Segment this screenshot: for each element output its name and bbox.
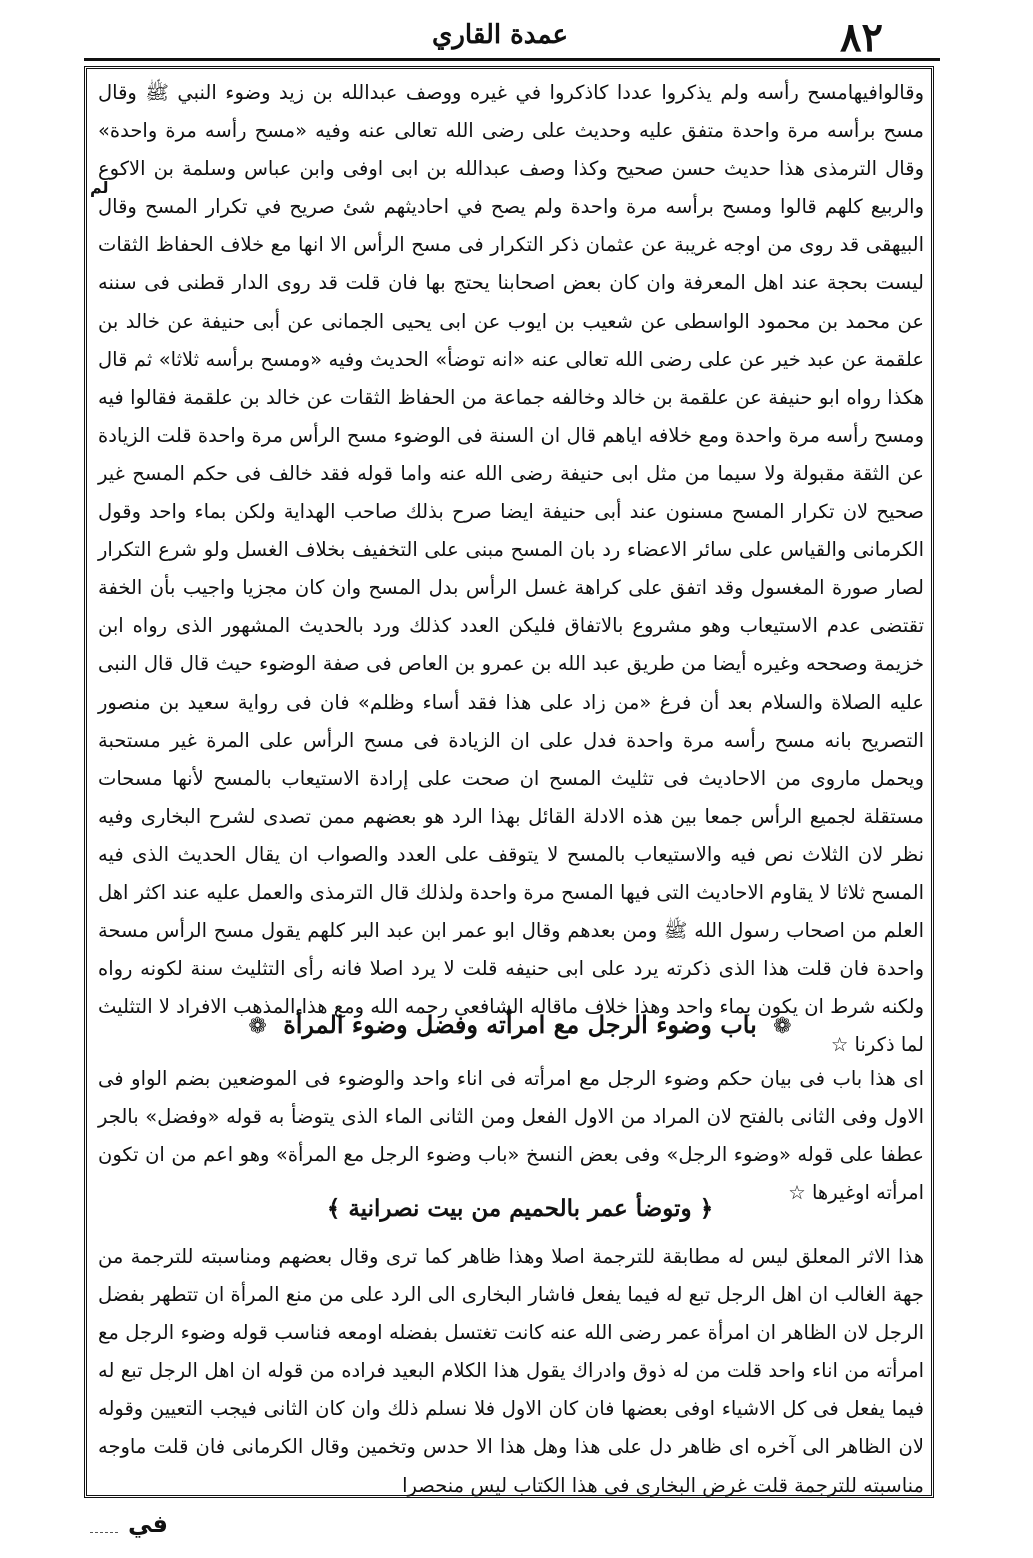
- catchword-dash: [90, 1532, 118, 1533]
- bracket-right-icon: ﴿: [699, 1195, 714, 1222]
- bracket-left-icon: ﴾: [326, 1195, 341, 1222]
- ornament-right-icon: ❁: [773, 1014, 792, 1039]
- header-rule: [84, 58, 940, 61]
- paragraph-chapter: اى هذا باب فى بيان حكم وضوء الرجل مع امرأته فى اناء واحد والوضوء فى الموضعين بضم الواو فى الاول وفى الثانى بالفتح لان المراد من الاول الفعل ومن الثانى الماء الذى يتوضأ به قوله «وفضل» بالجر عطفا على قوله «وضوء الرجل» وفى بعض النسخ «باب وضوء الرجل مع المرأة» وهو اعم من ان تكون امرأته اوغيرها ☆: [98, 1067, 924, 1205]
- paragraph-main: وقالوافيهامسح رأسه ولم يذكروا عددا كاذكروا في غيره ووصف عبدالله بن زيد وضوء النبي ﷺ وقال مسح برأسه مرة واحدة متفق عليه وحديث على رضى الله تعالى عنه وفيه «مسح رأسه مرة واحدة» وقال الترمذى هذا حديث حسن صحيح وكذا وصف عبدالله بن ابى اوفى وابن عباس وسلمة بن الاكوع والربيع كلهم قالوا ومسح برأسه مرة واحدة ولم يصح في احاديثهم شئ صريح في تكرار المسح وقال البيهقى قد روى من اوجه غريبة عن عثمان ذكر التكرار فى مسح الرأس الا انها مع خلاف الحفاظ الثقات ليست بحجة عند اهل المعرفة وان كان بعض اصحابنا يحتج بها فان قلت قد روى الدار قطنى فى سننه عن محمد بن محمود الواسطى عن شعيب بن ايوب عن ابى يحيى الجمانى عن أبى حنيفة عن خالد بن علقمة عن عبد خير عن على رضى الله تعالى عنه «انه توضأ» الحديث وفيه «ومسح برأسه ثلاثا» ثم قال هكذا رواه ابو حنيفة عن علقمة بن خالد وخالفه جماعة من الحفاظ الثقات عن خالد بن علقمة فقالوا فيه ومسح رأسه مرة واحدة ومع خلافه اياهم قال ان السنة فى الوضوء مسح الرأس مرة واحدة قلت الزيادة عن الثقة مقبولة ولا سيما من مثل ابى حنيفة رضى الله عنه واما قوله فقد خالف فى حكم المسح غير صحيح لان تكرار المسح مسنون عند أبى حنيفة ايضا صرح بذلك صاحب الهداية ولكن بماء واحد وقول الكرمانى والقياس على سائر الاعضاء رد بان المسح مبنى على التخفيف بخلاف الغسل ولو شرع التكرار لصار صورة المغسول وقد اتفق على كراهة غسل الرأس بدل المسح وان كان مجزيا واجيب بأن الخفة تقتضى عدم الاستيعاب وهو مشروع بالاتفاق فليكن العدد كذلك ورد بالحديث المشهور الذى رواه ابن خزيمة وصححه وغيره أيضا من طريق عبد الله بن عمرو بن العاص فى صفة الوضوء حيث قال قال النبى عليه الصلاة والسلام بعد أن فرغ «من زاد على هذا فقد أساء وظلم» فان فى رواية سعيد بن منصور التصريح بانه مسح رأسه مرة واحدة فدل على ان الزيادة فى مسح الرأس على المرة غير مستحبة ويحمل ماروى من الاحاديث فى تثليث المسح ان صحت على إرادة الاستيعاب بالمسح لأنها مسحات مستقلة لجميع الرأس جمعا بين هذه الادلة القائل بهذا الرد هو بعضهم ممن تصدى لشرح البخارى وفيه نظر لان الثلاث نص فيه والاستيعاب بالمسح لا يتوقف على العدد والصواب ان يقال الحديث الذى فيه المسح ثلاثا لا يقاوم الاحاديث التى فيها المسح مرة واحدة ولذلك قال الترمذى والعمل عليه عند اكثر اهل العلم من اصحاب رسول الله ﷺ ومن بعدهم وقال ابو عمر ابن عبد البر كلهم يقول مسح الرأس مسحة واحدة فان قلت هذا الذى ذكرته يرد على ابى حنيفه قلت لا يرد اصلا فانه رأى التثليث سنة لكونه رواه ولكنه شرط ان يكون بماء واحد وهذا خلاف ماقاله الشافعى رحمه الله ومع هذا المذهب الافراد لا التثليث لما ذكرنا ☆: [98, 81, 924, 1057]
- paragraph-section: هذا الاثر المعلق ليس له مطابقة للترجمة اصلا وهذا ظاهر كما ترى وقال بعضهم ومناسبته للترجمة من جهة الغالب ان اهل الرجل تبع له فيما يفعل فاشار البخارى الى الرد على من منع المرأة ان تتطهر بفضل الرجل لان الظاهر ان امرأة عمر رضى الله عنه كانت تغتسل بفضله اومعه فناسب قوله وضوء الرجل مع امرأته من اناء واحد قلت من له ذوق وادراك يقول هذا الكلام البعيد فراده من قوله ان اهل الرجل تبع له فيما يفعل فى كل الاشياء اوفى بعضها فان كان الاول فلا نسلم ذلك وان كان الثانى فيجب التعيين وقوله لان الظاهر الى آخره اى ظاهر دل على هذا وهل هذا الا حدس وتخمين وقال الكرمانى فان قلت ماوجه مناسبته للترجمة قلت غرض البخارى فى هذا الكتاب ليس منحصرا: [98, 1245, 924, 1497]
- page-number: ٨٢: [840, 14, 883, 61]
- running-title: عمدة القاري: [432, 20, 568, 50]
- section-heading: [300, 1195, 740, 1222]
- chapter-commentary-block: [98, 1060, 924, 1212]
- chapter-heading-text: باب وضوء الرجل مع امرأته وفضل وضوء المرأة: [283, 1010, 757, 1039]
- catchword: في: [128, 1510, 168, 1538]
- section-heading-text: وتوضأ عمر بالحميم من بيت نصرانية: [348, 1195, 692, 1222]
- chapter-heading: [240, 1010, 800, 1039]
- main-text-block: [98, 74, 924, 1064]
- marginal-mark: لم: [90, 178, 109, 197]
- ornament-left-icon: ❁: [248, 1014, 267, 1039]
- section-commentary-block: [98, 1238, 924, 1505]
